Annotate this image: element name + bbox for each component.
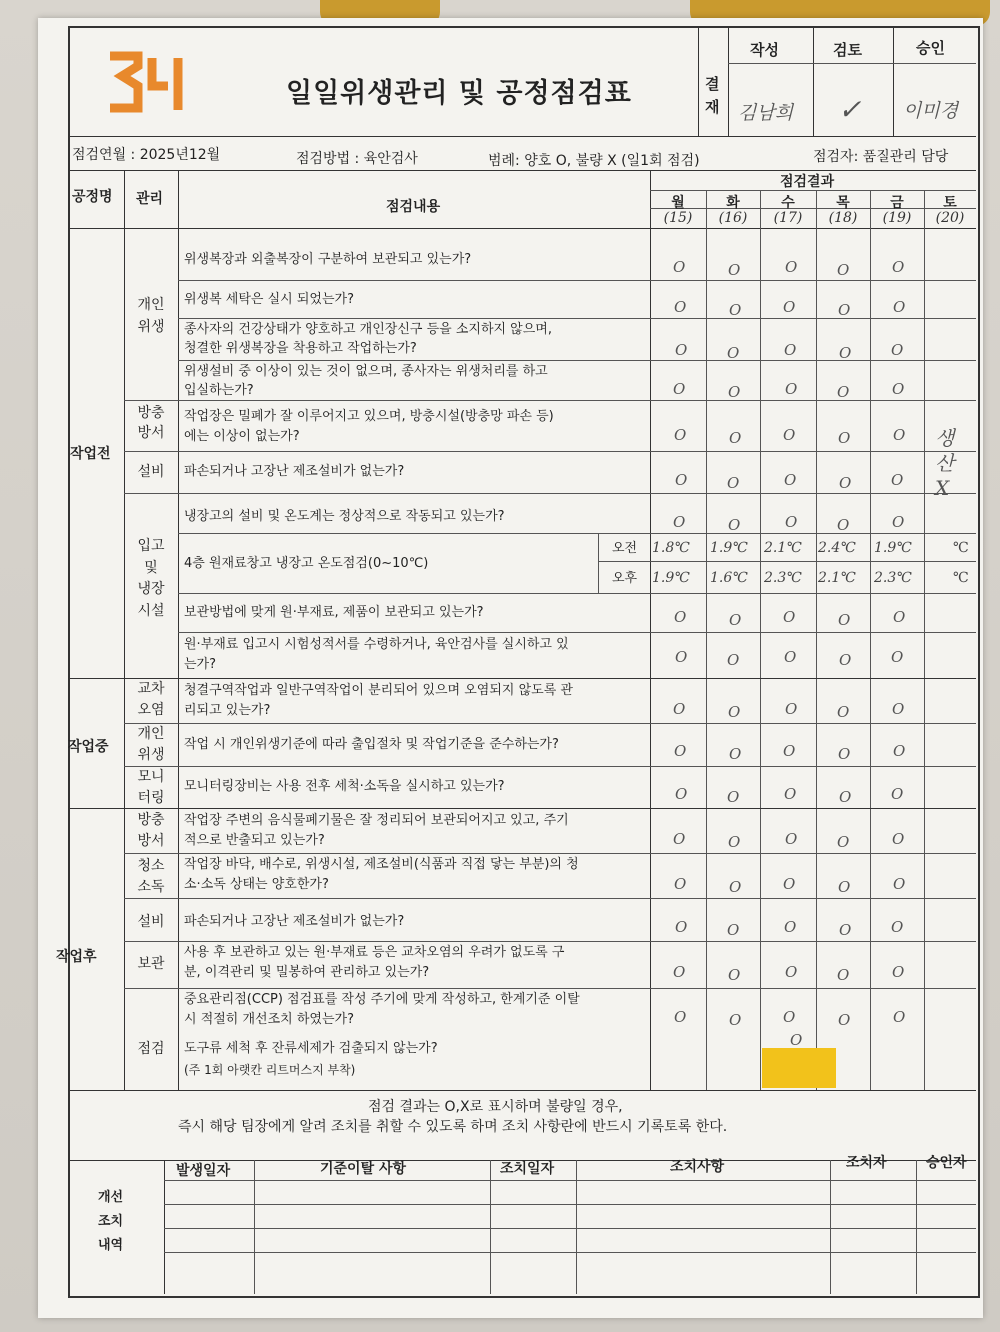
result-mark-r10-c5: O [892, 700, 905, 718]
result-mark-r11-c1: O [674, 742, 687, 760]
result-mark-r12-c1: O [675, 785, 688, 803]
item-15b: 소·소독 상태는 양호한가? [184, 877, 329, 892]
approval-label: 결재 [705, 75, 720, 116]
item-4b: 입실하는가? [184, 383, 254, 398]
header-result: 점검결과 [780, 174, 835, 190]
sub-monitoring: 모니 터링 [137, 769, 165, 806]
footer-note-2: 즉시 해당 팀장에게 알려 조치를 취할 수 있도록 하며 조치 사항란에 반드시 기록토록 한다. [178, 1119, 728, 1135]
category-before-work: 작업전 [70, 446, 111, 462]
result-mark-r1-c4: O [837, 261, 850, 279]
temp-am-fri: 1.9℃ [874, 540, 912, 556]
sub-receiving-storage: 입고 및 냉장 시설 [137, 538, 165, 620]
col-approver: 승인자 [926, 1155, 967, 1171]
temp-pm-sat: ℃ [953, 570, 969, 586]
item-14b: 적으로 반출되고 있는가? [184, 833, 325, 848]
result-mark-r5-c3: O [783, 426, 796, 444]
result-mark-r5-c2: O [729, 429, 742, 447]
result-mark-r2-c5: O [893, 298, 906, 316]
item-16: 파손되거나 고장난 제조설비가 없는가? [184, 914, 405, 929]
result-mark-r5-c1: O [674, 426, 687, 444]
item-4a: 위생설비 중 이상이 있는 것이 없으며, 종사자는 위생처리를 하고 [184, 364, 548, 379]
sub-inspection: 점검 [137, 1041, 165, 1057]
result-mark-r13-c1: O [673, 830, 686, 848]
form-title: 일일위생관리 및 공정점검표 [286, 78, 632, 109]
temp-am-mon: 1.8℃ [652, 540, 690, 556]
date-sat: (20) [935, 210, 965, 226]
date-wed: (17) [773, 210, 803, 226]
item-7: 냉장고의 설비 및 온도계는 정상적으로 작동되고 있는가? [184, 509, 505, 524]
item-9: 보관방법에 맞게 원·부재료, 제품이 보관되고 있는가? [184, 605, 484, 620]
signature-approve: 이미경 [903, 100, 959, 122]
signature-review: ✓ [838, 93, 862, 126]
result-mark-r7-c4: O [837, 516, 850, 534]
result-mark-r10-c2: O [728, 703, 741, 721]
inspector: 점검자: 품질관리 담당 [813, 149, 949, 165]
result-mark-r14-c2: O [729, 878, 742, 896]
header-content: 점검내용 [386, 199, 441, 215]
date-fri: (19) [882, 210, 912, 226]
sub-personal-hygiene-2: 개인 위생 [137, 726, 165, 763]
result-mark-r7-c1: O [673, 513, 686, 531]
result-mark-r1-c5: O [892, 258, 905, 276]
inspection-period: 점검연월 : 2025년12월 [72, 147, 221, 163]
result-mark-r8-c3: O [783, 608, 796, 626]
item-10b: 는가? [184, 657, 217, 672]
result-mark-r16-c2: O [728, 966, 741, 984]
approval-head-approve: 승인 [916, 39, 945, 57]
item-1: 위생복장과 외출복장이 구분하여 보관되고 있는가? [184, 252, 472, 267]
result-mark-r15-c3: O [784, 918, 797, 936]
result-mark-r11-c4: O [838, 745, 851, 763]
result-mark-r15-c1: O [675, 918, 688, 936]
item-3a: 종사자의 건강상태가 양호하고 개인장신구 등을 소지하지 않으며, [184, 322, 552, 337]
item-17a: 사용 후 보관하고 있는 원·부재료 등은 교차오염의 우려가 없도록 구 [184, 945, 565, 960]
result-mark-r4-c2: O [728, 383, 741, 401]
approval-head-review: 검토 [833, 41, 862, 59]
col-action-date: 조치일자 [500, 1161, 555, 1177]
temp-am-thu: 2.4℃ [818, 540, 856, 556]
temp-am-sat: ℃ [953, 540, 969, 556]
result-mark-r17-c5: O [893, 1008, 906, 1026]
sub-pest-control: 방충 방서 [137, 405, 165, 442]
date-tue: (16) [718, 210, 748, 226]
result-mark-r9-c2: O [727, 651, 740, 669]
temp-am-wed: 2.1℃ [764, 540, 802, 556]
result-mark-r4-c4: O [837, 383, 850, 401]
result-mark-r2-c2: O [729, 301, 742, 319]
item-17b: 분, 이격관리 및 밀봉하여 관리하고 있는가? [184, 965, 430, 980]
result-mark-r4-c1: O [673, 380, 686, 398]
result-mark-r12-c4: O [839, 788, 852, 806]
result-mark-r5-c5: O [893, 426, 906, 444]
approval-head-author: 작성 [750, 41, 779, 59]
improvement-side-label: 개선 조치 내역 [98, 1190, 124, 1254]
result-mark-r6-c3: O [784, 471, 797, 489]
item-5a: 작업장은 밀폐가 잘 이루어지고 있으며, 방충시설(방충망 파손 등) [184, 409, 554, 424]
result-mark-weekly-litmus: O [790, 1031, 803, 1049]
result-mark-r16-c1: O [673, 963, 686, 981]
result-mark-r13-c2: O [728, 833, 741, 851]
result-mark-r10-c3: O [785, 700, 798, 718]
temp-pm-fri: 2.3℃ [874, 570, 912, 586]
result-mark-r13-c3: O [785, 830, 798, 848]
result-mark-r3-c4: O [839, 344, 852, 362]
result-mark-r17-c2: O [729, 1011, 742, 1029]
item-6: 파손되거나 고장난 제조설비가 없는가? [184, 464, 405, 479]
result-mark-r2-c1: O [674, 298, 687, 316]
sub-cleaning: 청소 소독 [137, 858, 165, 895]
sub-pest-control-2: 방충 방서 [137, 812, 165, 849]
result-mark-r4-c5: O [892, 380, 905, 398]
sub-personal-hygiene: 개인 위생 [137, 297, 165, 336]
signature-author: 김남희 [738, 102, 794, 124]
result-mark-r14-c3: O [783, 875, 796, 893]
result-mark-r8-c4: O [838, 611, 851, 629]
result-mark-r3-c3: O [784, 341, 797, 359]
temp-pm-label: 오후 [612, 571, 638, 586]
result-mark-r10-c1: O [673, 700, 686, 718]
result-mark-r8-c2: O [729, 611, 742, 629]
result-mark-r15-c5: O [891, 918, 904, 936]
temp-am-tue: 1.9℃ [710, 540, 748, 556]
temp-am-label: 오전 [612, 541, 638, 556]
result-mark-r3-c1: O [675, 341, 688, 359]
result-mark-r12-c2: O [727, 788, 740, 806]
temp-pm-tue: 1.6℃ [710, 570, 748, 586]
item-19a: 도구류 세척 후 잔류세제가 검출되지 않는가? [184, 1041, 438, 1056]
result-mark-r13-c5: O [892, 830, 905, 848]
result-mark-r17-c3: O [783, 1008, 796, 1026]
result-mark-r5-c4: O [838, 429, 851, 447]
item-18b: 시 적절히 개선조치 하였는가? [184, 1012, 354, 1027]
result-mark-r3-c5: O [891, 341, 904, 359]
result-mark-r9-c5: O [891, 648, 904, 666]
item-15a: 작업장 바닥, 배수로, 위생시설, 제조설비(식품과 직접 닿는 부분)의 청 [184, 857, 579, 872]
result-mark-r9-c4: O [839, 651, 852, 669]
sub-equipment-2: 설비 [137, 914, 165, 930]
col-action: 조치사항 [670, 1159, 725, 1175]
result-mark-r2-c4: O [838, 301, 851, 319]
result-mark-r6-c5: O [891, 471, 904, 489]
header-process: 공정명 [72, 189, 113, 205]
item-12: 작업 시 개인위생기준에 따라 출입절차 및 작업기준을 준수하는가? [184, 737, 559, 752]
inspection-sheet [38, 18, 983, 1318]
item-11a: 청결구역작업과 일반구역작업이 분리되어 있으며 오염되지 않도록 관 [184, 683, 573, 698]
temp-pm-thu: 2.1℃ [818, 570, 856, 586]
footer-note-1: 점검 결과는 O,X로 표시하며 불량일 경우, [368, 1099, 623, 1115]
company-logo [108, 46, 198, 116]
result-mark-r16-c5: O [892, 963, 905, 981]
date-mon: (15) [663, 210, 693, 226]
result-mark-r3-c2: O [727, 344, 740, 362]
result-mark-r7-c3: O [785, 513, 798, 531]
col-occurrence-date: 발생일자 [176, 1163, 231, 1179]
result-mark-r17-c4: O [838, 1011, 851, 1029]
result-mark-r15-c4: O [839, 921, 852, 939]
item-13: 모니터링장비는 사용 전후 세척·소독을 실시하고 있는가? [184, 779, 505, 794]
day-mon: 월 [671, 195, 685, 211]
result-mark-r11-c5: O [893, 742, 906, 760]
temp-pm-wed: 2.3℃ [764, 570, 802, 586]
litmus-paper [762, 1048, 836, 1088]
result-mark-r16-c3: O [785, 963, 798, 981]
item-8: 4층 원재료창고 냉장고 온도점검(0~10℃) [184, 556, 429, 571]
result-mark-r12-c5: O [891, 785, 904, 803]
sub-cross-contamination: 교차 오염 [137, 681, 165, 718]
result-mark-r7-c5: O [892, 513, 905, 531]
result-mark-r9-c3: O [784, 648, 797, 666]
day-sat: 토 [943, 195, 957, 211]
result-mark-r8-c1: O [674, 608, 687, 626]
result-mark-r12-c3: O [784, 785, 797, 803]
result-mark-r10-c4: O [837, 703, 850, 721]
item-5b: 에는 이상이 없는가? [184, 429, 300, 444]
item-14a: 작업장 주변의 음식물폐기물은 잘 정리되어 보관되어지고 있고, 주기 [184, 813, 569, 828]
result-mark-r8-c5: O [893, 608, 906, 626]
result-mark-r2-c3: O [783, 298, 796, 316]
col-deviation: 기준이탈 사항 [320, 1161, 407, 1177]
result-mark-r1-c3: O [785, 258, 798, 276]
day-tue: 화 [726, 195, 740, 211]
sub-storage: 보관 [137, 956, 165, 972]
result-mark-r14-c5: O [893, 875, 906, 893]
item-10a: 원·부재료 입고시 시험성적서를 수령하거나, 육안검사를 실시하고 있 [184, 637, 569, 652]
result-mark-r14-c1: O [674, 875, 687, 893]
col-action-person: 조치자 [846, 1155, 887, 1171]
saturday-no-production-note: 생산X [935, 426, 955, 500]
result-mark-r15-c2: O [727, 921, 740, 939]
temp-pm-mon: 1.9℃ [652, 570, 690, 586]
result-mark-r1-c2: O [728, 261, 741, 279]
item-19b: (주 1회 아랫칸 리트머스지 부착) [184, 1063, 356, 1077]
result-mark-r17-c1: O [674, 1008, 687, 1026]
item-3b: 청결한 위생복장을 착용하고 작업하는가? [184, 341, 417, 356]
result-mark-r11-c2: O [729, 745, 742, 763]
result-mark-r16-c4: O [837, 966, 850, 984]
day-thu: 목 [836, 195, 850, 211]
header-manage: 관리 [136, 191, 164, 207]
date-thu: (18) [828, 210, 858, 226]
day-fri: 금 [890, 195, 904, 211]
result-mark-r6-c2: O [727, 474, 740, 492]
sub-equipment: 설비 [137, 464, 165, 480]
item-11b: 리되고 있는가? [184, 703, 271, 718]
result-mark-r9-c1: O [675, 648, 688, 666]
result-mark-r7-c2: O [728, 516, 741, 534]
item-2: 위생복 세탁은 실시 되었는가? [184, 292, 354, 307]
result-mark-r13-c4: O [837, 833, 850, 851]
result-mark-r4-c3: O [785, 380, 798, 398]
item-18a: 중요관리점(CCP) 점검표를 작성 주기에 맞게 작성하고, 한계기준 이탈 [184, 992, 580, 1007]
result-legend: 범례: 양호 O, 불량 X (일1회 점검) [488, 153, 700, 169]
category-after-work: 작업후 [56, 949, 97, 965]
result-mark-r6-c1: O [675, 471, 688, 489]
result-mark-r1-c1: O [673, 258, 686, 276]
category-during-work: 작업중 [68, 739, 109, 755]
day-wed: 수 [781, 195, 795, 211]
result-mark-r14-c4: O [838, 878, 851, 896]
inspection-method: 점검방법 : 육안검사 [296, 151, 418, 167]
result-mark-r6-c4: O [839, 474, 852, 492]
result-mark-r11-c3: O [783, 742, 796, 760]
